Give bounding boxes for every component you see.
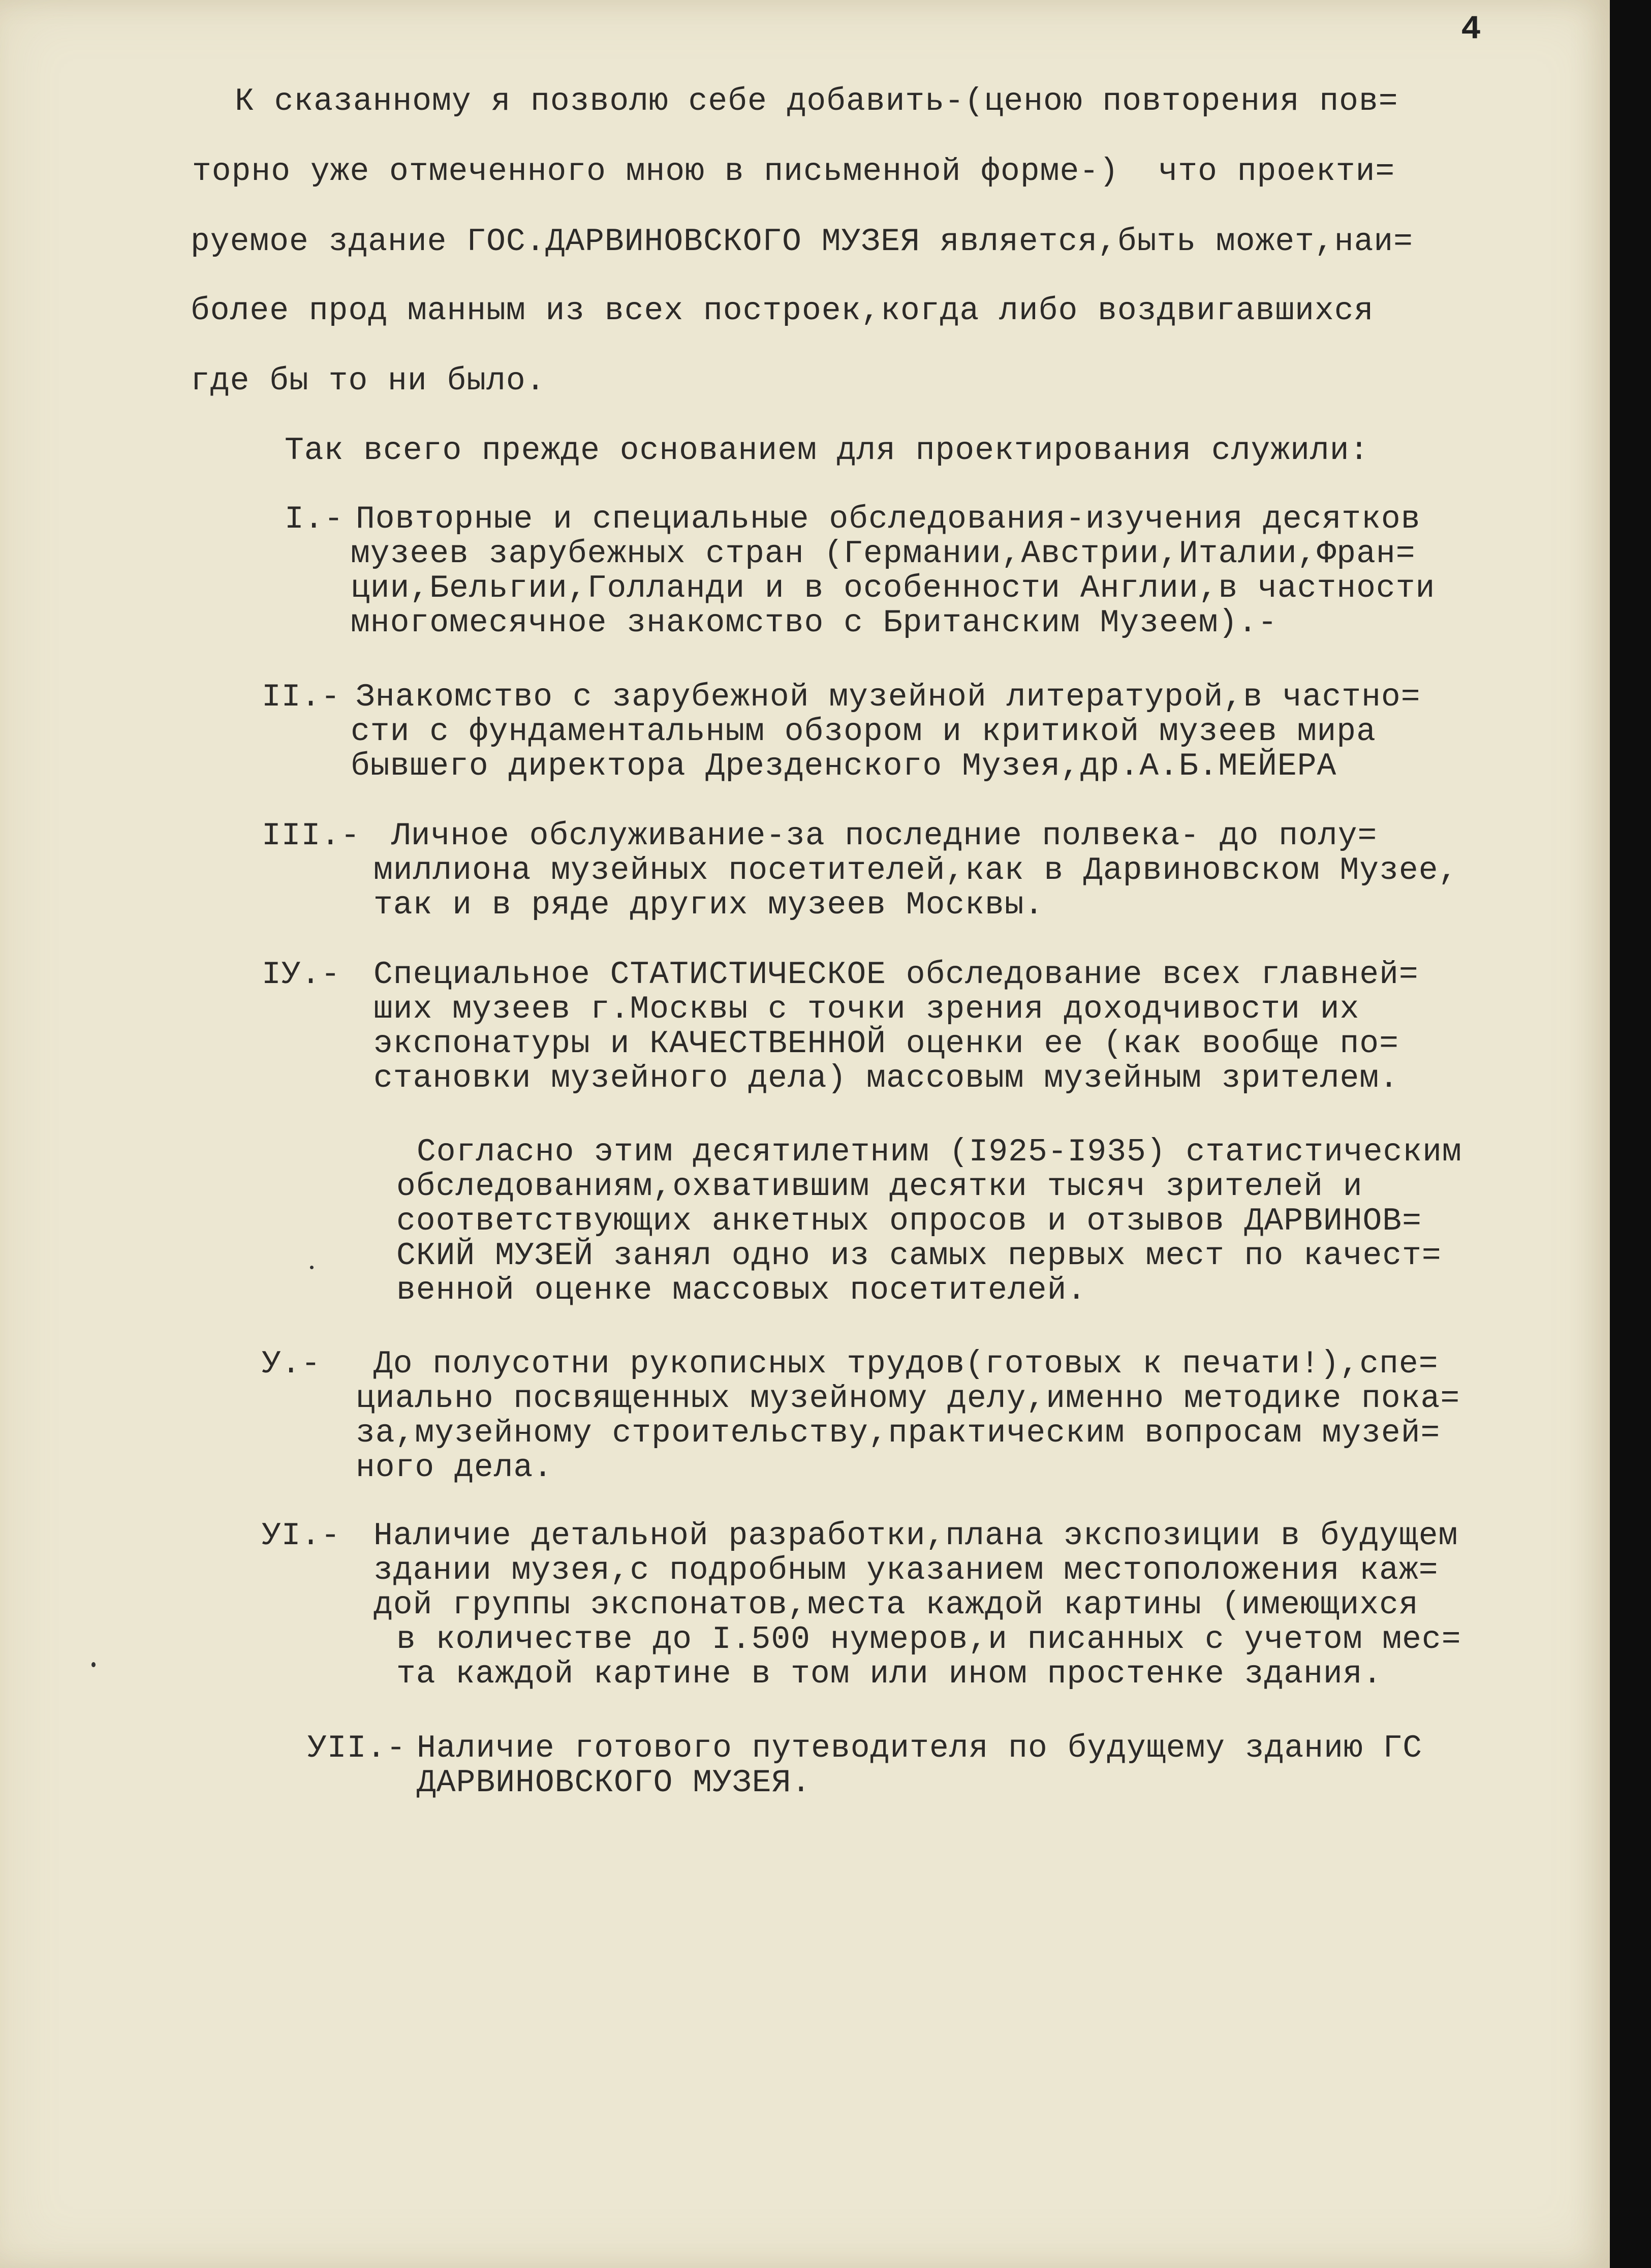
item-number: II.- xyxy=(262,679,341,715)
item-line: Личное обслуживание-за последние полвека- до полу= xyxy=(391,818,1378,854)
item-number: УII.- xyxy=(307,1730,407,1766)
item-line: так и в ряде других музеев Москвы. xyxy=(373,887,1044,923)
item-line: музеев зарубежных стран (Германии,Австрии,Италии,Фран= xyxy=(351,536,1416,572)
paragraph-line: Согласно этим десятилетним (I925-I935) статистическим xyxy=(417,1134,1462,1170)
item-line: ДАРВИНОВСКОГО МУЗЕЯ. xyxy=(417,1765,812,1801)
item-line: многомесячное знакомство с Британским Музеем).- xyxy=(351,605,1278,641)
paragraph-line: соответствующих анкетных опросов и отзывов ДАРВИНОВ= xyxy=(396,1203,1422,1239)
item-number: УI.- xyxy=(262,1518,341,1554)
paper-speck xyxy=(91,1662,96,1667)
lead-line: Так всего прежде основанием для проектирования служили: xyxy=(285,433,1369,469)
paragraph-line: венной оценке массовых посетителей. xyxy=(396,1272,1087,1308)
item-line: циально посвященных музейному делу,именно методике пока= xyxy=(356,1381,1460,1417)
item-line: та каждой картине в том или ином простенке здания. xyxy=(396,1656,1383,1692)
item-line: за,музейному строительству,практическим вопросам музей= xyxy=(356,1415,1441,1451)
item-line: Повторные и специальные обследования-изучения десятков xyxy=(356,501,1421,537)
intro-line-1: К сказанному я позволю себе добавить-(ценою повторения пов= xyxy=(235,83,1398,119)
page-number: 4 xyxy=(1461,10,1481,48)
item-line: ции,Бельгии,Голланди и в особенности Англии,в частности xyxy=(351,570,1436,606)
paragraph-line: СКИЙ МУЗЕЙ занял одно из самых первых мест по качест= xyxy=(396,1238,1442,1274)
paragraph-line: обследованиям,охватившим десятки тысяч зрителей и xyxy=(396,1169,1363,1205)
paper-speck xyxy=(310,1266,314,1269)
item-line: в количестве до I.500 нумеров,и писанных с учетом мес= xyxy=(396,1621,1461,1658)
item-line: бывшего директора Дрезденского Музея,др.А.Б.МЕЙЕРА xyxy=(351,748,1337,784)
item-line: Знакомство с зарубежной музейной литературой,в частно= xyxy=(356,679,1421,715)
item-line: Специальное СТАТИСТИЧЕСКОЕ обследование всех главней= xyxy=(373,957,1419,993)
intro-line-3: руемое здание ГОС.ДАРВИНОВСКОГО МУЗЕЯ является,быть может,наи= xyxy=(191,224,1413,260)
item-number: I.- xyxy=(285,501,344,537)
item-line: сти с фундаментальным обзором и критикой музеев мира xyxy=(351,714,1376,750)
item-line: ного дела. xyxy=(356,1450,553,1486)
item-line: Наличие готового путеводителя по будущему зданию ГС xyxy=(417,1730,1423,1766)
item-line: миллиона музейных посетителей,как в Дарвиновском Музее, xyxy=(373,852,1458,888)
item-number: III.- xyxy=(262,818,361,854)
item-line: ших музеев г.Москвы с точки зрения доходчивости их xyxy=(373,991,1360,1027)
intro-line-5: где бы то ни было. xyxy=(191,363,546,399)
intro-line-4: более прод манным из всех построек,когда либо воздвигавшихся xyxy=(191,293,1374,329)
intro-line-2: торно уже отмеченного мною в письменной форме-) что проекти= xyxy=(192,154,1395,190)
item-line: экспонатуры и КАЧЕСТВЕННОЙ оценки ее (как вообще по= xyxy=(373,1026,1399,1062)
item-line: Наличие детальной разработки,плана экспозиции в будущем xyxy=(373,1518,1458,1554)
item-line: До полусотни рукописных трудов(готовых к печати!),спе= xyxy=(373,1346,1439,1382)
item-line: здании музея,с подробным указанием местоположения каж= xyxy=(373,1552,1439,1588)
item-number: У.- xyxy=(262,1346,321,1382)
item-line: становки музейного дела) массовым музейным зрителем. xyxy=(373,1060,1399,1096)
item-number: IУ.- xyxy=(262,957,341,993)
item-line: дой группы экспонатов,места каждой картины (имеющихся xyxy=(373,1587,1419,1623)
